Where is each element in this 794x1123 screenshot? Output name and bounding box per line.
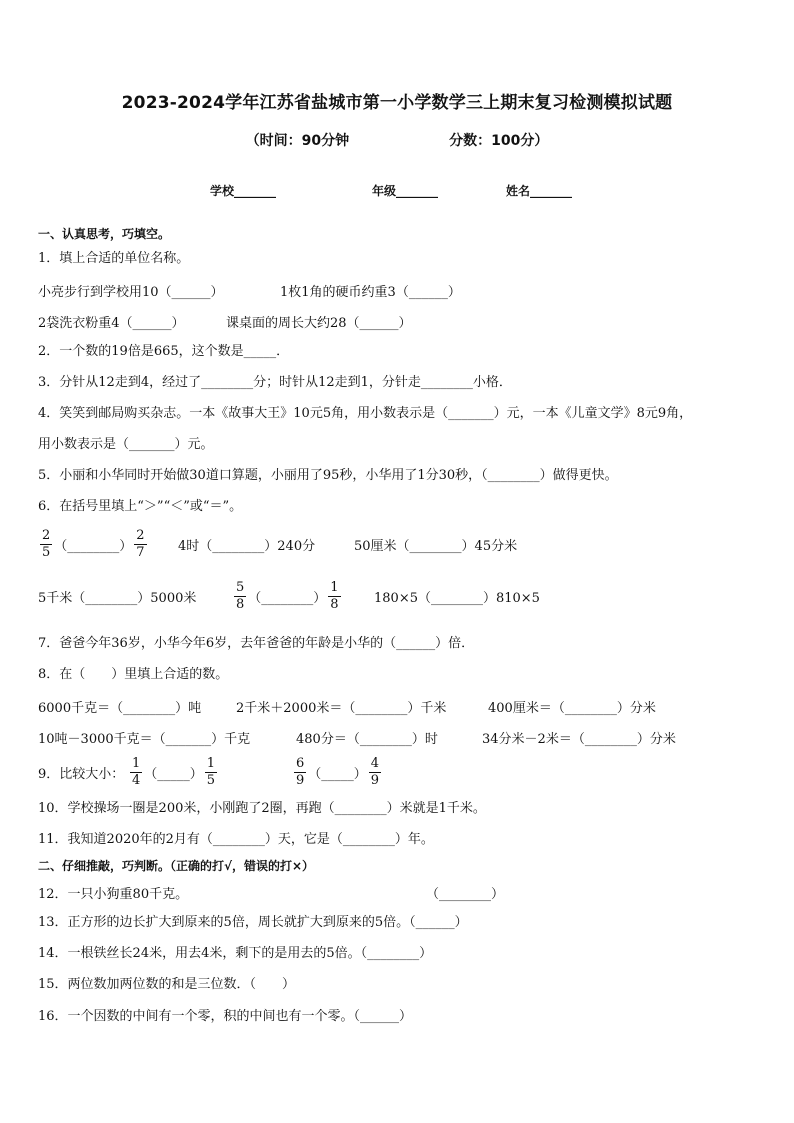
- question-4-line1[interactable]: 4．笑笑到邮局购买杂志。一本《故事大王》10元5角，用小数表示是（_______）元，一本《儿童文学》8元9角，: [38, 406, 693, 421]
- question-14[interactable]: 14．一根铁丝长24米，用去4米，剩下的是用去的5倍。（________）: [38, 946, 433, 961]
- q8-decimeters-2[interactable]: 34分米－2米＝（________）分米: [482, 732, 676, 747]
- question-1c[interactable]: 2袋洗衣粉重4（______）: [38, 316, 185, 331]
- total-score: 分数：100分）: [449, 133, 549, 149]
- question-2[interactable]: 2．一个数的19倍是665，这个数是_____．: [38, 344, 290, 359]
- q9-compare-2[interactable]: $\frac{6}{9}$ （_____） $\frac{4}{9}$: [296, 755, 380, 788]
- question-4-line2[interactable]: 用小数表示是（_______）元。: [38, 437, 214, 452]
- fraction: $\frac{1}{5}$: [206, 755, 216, 788]
- fraction: $\frac{1}{8}$: [330, 579, 339, 612]
- question-10[interactable]: 10．学校操场一圈是200米，小刚跑了2圈，再跑（________）米就是1千米。: [38, 801, 486, 816]
- question-1b[interactable]: 1枚1角的硬币约重3（______）: [280, 285, 461, 300]
- q8-decimeters[interactable]: 400厘米＝（________）分米: [488, 701, 656, 716]
- school-field[interactable]: 学校_______: [210, 184, 277, 198]
- fraction: $\frac{2}{7}$: [136, 527, 145, 560]
- question-6: 6．在括号里填上“＞”“＜”或“＝”。: [38, 499, 243, 514]
- question-8: 8．在（ ）里填上合适的数。: [38, 667, 229, 682]
- fraction: $\frac{4}{9}$: [370, 755, 380, 788]
- fraction: $\frac{2}{5}$: [42, 527, 51, 560]
- section1-heading: 一、认真思考，巧填空。: [38, 227, 171, 241]
- question-1d[interactable]: 课桌面的周长大约28（______）: [226, 316, 412, 331]
- q6-compare-products[interactable]: 180×5（________）810×5: [374, 590, 540, 606]
- q8-kilograms[interactable]: 10吨－3000千克＝（_______）千克: [38, 732, 251, 747]
- question-5[interactable]: 5．小丽和小华同时开始做30道口算题，小丽用了95秒，小华用了1分30秒，（________）做得更快。: [38, 468, 618, 483]
- question-3[interactable]: 3．分针从12走到4，经过了________分；时针从12走到1，分针走________小格．: [38, 375, 512, 390]
- q8-kilometers[interactable]: 2千米＋2000米＝（________）千米: [236, 701, 447, 716]
- exam-subtitle: [0, 130, 794, 150]
- question-1: 1．填上合适的单位名称。: [38, 251, 190, 266]
- question-1a[interactable]: 小亮步行到学校用10（______）: [38, 285, 224, 300]
- question-15[interactable]: 15．两位数加两位数的和是三位数．（ ）: [38, 977, 296, 992]
- question-11[interactable]: 11．我知道2020年的2月有（________）天，它是（________）年。: [38, 832, 434, 847]
- q9-compare-1[interactable]: $\frac{1}{4}$ （_____） $\frac{1}{5}$: [132, 755, 216, 788]
- q6-compare-length[interactable]: 50厘米（________）45分米: [354, 538, 518, 554]
- question-12-answer[interactable]: （________）: [426, 887, 505, 902]
- question-16[interactable]: 16．一个因数的中间有一个零，积的中间也有一个零。（______）: [38, 1009, 413, 1024]
- q6-compare-distance[interactable]: 5千米（________）5000米: [38, 590, 197, 606]
- fraction: $\frac{1}{4}$: [132, 755, 141, 788]
- q8-tons[interactable]: 6000千克＝（________）吨: [38, 701, 202, 716]
- exam-title: 2023-2024学年江苏省盐城市第一小学数学三上期末复习检测模拟试题: [121, 93, 673, 113]
- question-7[interactable]: 7．爸爸今年36岁，小华今年6岁，去年爸爸的年龄是小华的（______）倍．: [38, 636, 475, 651]
- fraction: $\frac{6}{9}$: [296, 755, 305, 788]
- q9-label: 9．比较大小：: [38, 766, 125, 782]
- grade-field[interactable]: 年级_______: [372, 184, 439, 198]
- question-12-text: 12．一只小狗重80千克。: [38, 887, 189, 902]
- q6-compare-time[interactable]: 4时（________）240分: [178, 538, 316, 554]
- fraction: $\frac{5}{8}$: [236, 579, 245, 612]
- q6-compare-fractions[interactable]: $\frac{2}{5}$ （________） $\frac{2}{7}$: [42, 527, 145, 560]
- time-limit: （时间：90分钟: [245, 133, 350, 149]
- q8-hours[interactable]: 480分＝（________）时: [296, 732, 438, 747]
- question-13[interactable]: 13．正方形的边长扩大到原来的5倍，周长就扩大到原来的5倍。（______）: [38, 915, 468, 930]
- q6-compare-fractions-2[interactable]: $\frac{5}{8}$ （________） $\frac{1}{8}$: [236, 579, 339, 612]
- section2-heading: 二、仔细推敲，巧判断。（正确的打√，错误的打×）: [38, 859, 315, 873]
- name-field[interactable]: 姓名_______: [506, 184, 573, 198]
